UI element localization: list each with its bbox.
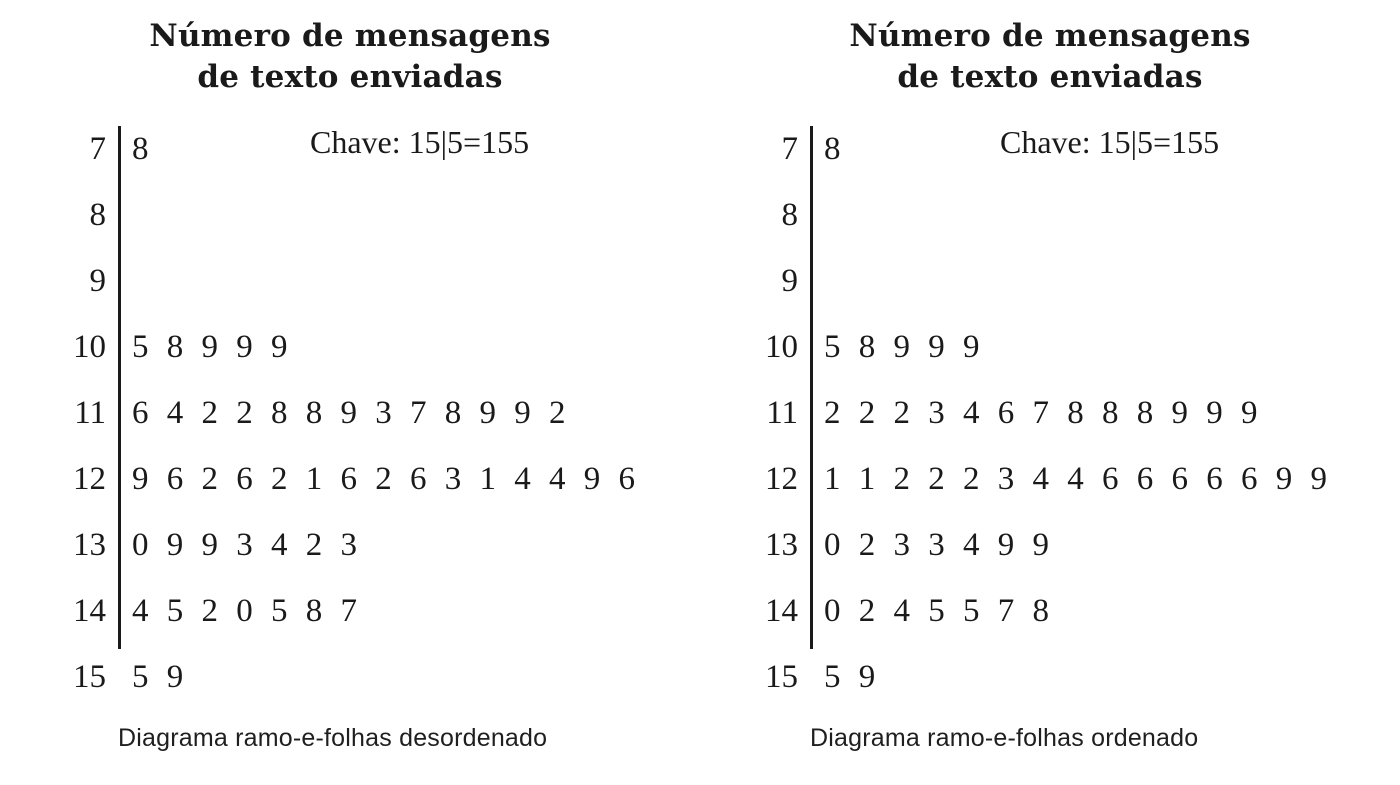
table-row [700,248,1400,314]
stem-value: 12 [73,460,106,497]
stem-value: 7 [89,130,106,167]
stem-value: 10 [765,328,798,365]
plot-area-right [700,116,1400,695]
table-row [0,446,700,512]
stem-value: 10 [73,328,106,365]
table-row [700,446,1400,512]
title-line-1: Número de mensagens [849,18,1251,54]
stem-value: 9 [89,262,106,299]
table-row [0,578,700,644]
stem-value: 12 [765,460,798,497]
page-title-left [0,0,700,98]
leaf-values: 9 6 2 6 2 1 6 2 6 3 1 4 4 9 6 [132,460,640,497]
leaf-values: 0 9 9 3 4 2 3 [132,526,362,563]
key-label-right: Chave: 15|5=155 [1000,124,1220,161]
title-line-2: de texto enviadas [197,59,503,96]
ordered-stem-leaf-panel [700,0,1400,785]
page-title-right [700,0,1400,98]
table-row [700,512,1400,578]
table-row [700,116,1400,182]
plot-area-left [0,116,700,695]
stem-rows-right [700,116,1400,710]
leaf-values: 8 [132,130,154,167]
leaf-values: 2 2 2 3 4 6 7 8 8 8 9 9 9 [824,394,1263,431]
caption-left: Diagrama ramo-e-folhas desordenado [118,724,548,752]
leaf-values: 0 2 3 3 4 9 9 [824,526,1054,563]
stem-rows-left [0,116,700,710]
stem-value: 15 [765,658,798,695]
table-row [700,644,1400,710]
leaf-values: 5 9 [824,658,881,695]
table-row [0,644,700,710]
leaf-values: 1 1 2 2 2 3 4 4 6 6 6 6 6 9 9 [824,460,1332,497]
table-row [0,380,700,446]
stem-value: 8 [89,196,106,233]
stem-value: 9 [781,262,798,299]
leaf-values: 4 5 2 0 5 8 7 [132,592,362,629]
leaf-values: 0 2 4 5 5 7 8 [824,592,1054,629]
leaf-values: 8 [824,130,846,167]
stem-value: 13 [73,526,106,563]
stem-value: 13 [765,526,798,563]
table-row [0,248,700,314]
stem-value: 11 [766,394,798,431]
stem-value: 7 [781,130,798,167]
leaf-values: 5 8 9 9 9 [132,328,293,365]
caption-right: Diagrama ramo-e-folhas ordenado [810,724,1199,752]
table-row [700,314,1400,380]
title-line-2: de texto enviadas [897,59,1203,96]
title-line-1: Número de mensagens [149,18,551,54]
table-row [0,512,700,578]
stem-value: 14 [765,592,798,629]
table-row [700,182,1400,248]
stem-value: 15 [73,658,106,695]
key-label-left: Chave: 15|5=155 [310,124,530,161]
table-row [0,314,700,380]
table-row [0,116,700,182]
table-row [0,182,700,248]
stem-value: 11 [74,394,106,431]
leaf-values: 5 8 9 9 9 [824,328,985,365]
table-row [700,380,1400,446]
stem-value: 8 [781,196,798,233]
leaf-values: 5 9 [132,658,189,695]
table-row [700,578,1400,644]
leaf-values: 6 4 2 2 8 8 9 3 7 8 9 9 2 [132,394,571,431]
stem-value: 14 [73,592,106,629]
